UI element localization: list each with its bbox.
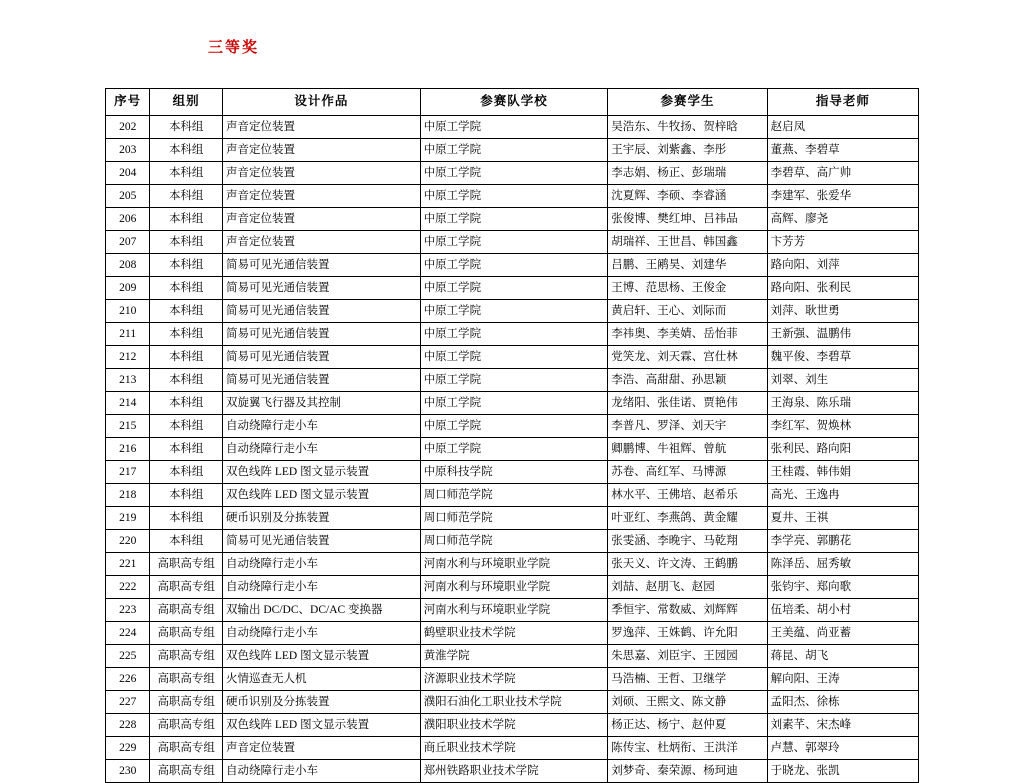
cell-school: 中原工学院 — [420, 415, 608, 438]
cell-group: 本科组 — [150, 116, 223, 139]
cell-teachers: 路向阳、刘萍 — [767, 254, 918, 277]
cell-students: 刘喆、赵朋飞、赵园 — [608, 576, 767, 599]
cell-teachers: 蒋昆、胡飞 — [767, 645, 918, 668]
cell-work: 自动绕障行走小车 — [223, 622, 421, 645]
cell-group: 本科组 — [150, 162, 223, 185]
cell-work: 声音定位装置 — [223, 208, 421, 231]
cell-group: 本科组 — [150, 415, 223, 438]
table-row — [106, 645, 919, 668]
cell-work: 自动绕障行走小车 — [223, 438, 421, 461]
cell-students: 党笑龙、刘天霖、宫仕林 — [608, 346, 767, 369]
cell-teachers: 李建军、张爱华 — [767, 185, 918, 208]
cell-students: 吴浩东、牛牧扬、贺梓晗 — [608, 116, 767, 139]
table-row — [106, 392, 919, 415]
cell-students: 王博、范思杨、王俊金 — [608, 277, 767, 300]
cell-teachers: 孟阳杰、徐栋 — [767, 691, 918, 714]
cell-work: 声音定位装置 — [223, 139, 421, 162]
cell-students: 林水平、王佛培、赵希乐 — [608, 484, 767, 507]
cell-school: 濮阳石油化工职业技术学院 — [420, 691, 608, 714]
cell-students: 卿鹏博、牛祖辉、曾航 — [608, 438, 767, 461]
table-row — [106, 116, 919, 139]
cell-teachers: 刘萍、耿世勇 — [767, 300, 918, 323]
cell-work: 硬币识别及分拣装置 — [223, 507, 421, 530]
cell-teachers: 伍培柔、胡小村 — [767, 599, 918, 622]
table-row — [106, 415, 919, 438]
cell-school: 中原科技学院 — [420, 461, 608, 484]
cell-no: 230 — [106, 760, 150, 783]
cell-group: 高职高专组 — [150, 599, 223, 622]
cell-group: 本科组 — [150, 507, 223, 530]
cell-no: 228 — [106, 714, 150, 737]
cell-students: 刘梦奇、秦荣源、杨珂迪 — [608, 760, 767, 783]
cell-work: 自动绕障行走小车 — [223, 415, 421, 438]
table-body — [106, 116, 919, 783]
cell-group: 本科组 — [150, 300, 223, 323]
award-table — [105, 88, 919, 783]
cell-work: 简易可见光通信装置 — [223, 530, 421, 553]
table-row — [106, 760, 919, 783]
table-row — [106, 484, 919, 507]
cell-no: 225 — [106, 645, 150, 668]
cell-school: 中原工学院 — [420, 254, 608, 277]
cell-school: 中原工学院 — [420, 300, 608, 323]
cell-students: 马浩楠、王哲、卫继学 — [608, 668, 767, 691]
cell-group: 高职高专组 — [150, 553, 223, 576]
cell-students: 李志娟、杨正、彭瑞瑞 — [608, 162, 767, 185]
table-row — [106, 599, 919, 622]
table-row — [106, 622, 919, 645]
cell-teachers: 王新强、温鹏伟 — [767, 323, 918, 346]
cell-work: 自动绕障行走小车 — [223, 760, 421, 783]
cell-no: 227 — [106, 691, 150, 714]
cell-teachers: 刘素芊、宋杰峰 — [767, 714, 918, 737]
cell-school: 濮阳职业技术学院 — [420, 714, 608, 737]
cell-school: 周口师范学院 — [420, 484, 608, 507]
cell-students: 张雯涵、李晚宇、马乾翔 — [608, 530, 767, 553]
cell-group: 高职高专组 — [150, 576, 223, 599]
cell-work: 简易可见光通信装置 — [223, 323, 421, 346]
cell-teachers: 刘翠、刘生 — [767, 369, 918, 392]
cell-students: 刘硕、王熙文、陈文静 — [608, 691, 767, 714]
cell-work: 双色线阵 LED 图文显示装置 — [223, 714, 421, 737]
cell-work: 自动绕障行走小车 — [223, 553, 421, 576]
cell-teachers: 卢慧、郭翠玲 — [767, 737, 918, 760]
cell-work: 声音定位装置 — [223, 231, 421, 254]
cell-no: 207 — [106, 231, 150, 254]
cell-group: 本科组 — [150, 139, 223, 162]
cell-work: 声音定位装置 — [223, 185, 421, 208]
cell-teachers: 王美蕴、尚亚蓄 — [767, 622, 918, 645]
cell-school: 河南水利与环境职业学院 — [420, 553, 608, 576]
column-header-school: 参赛队学校 — [420, 89, 608, 116]
table-row — [106, 668, 919, 691]
cell-group: 本科组 — [150, 530, 223, 553]
cell-teachers: 李学亮、郭鹏花 — [767, 530, 918, 553]
cell-no: 212 — [106, 346, 150, 369]
table-row — [106, 208, 919, 231]
cell-no: 204 — [106, 162, 150, 185]
cell-no: 220 — [106, 530, 150, 553]
cell-students: 苏卷、高红军、马博源 — [608, 461, 767, 484]
cell-no: 226 — [106, 668, 150, 691]
cell-teachers: 魏平俊、李碧草 — [767, 346, 918, 369]
cell-school: 黄淮学院 — [420, 645, 608, 668]
cell-group: 本科组 — [150, 369, 223, 392]
cell-school: 中原工学院 — [420, 438, 608, 461]
cell-teachers: 王桂霞、韩伟娟 — [767, 461, 918, 484]
cell-no: 210 — [106, 300, 150, 323]
cell-students: 李祎奥、李美婧、岳怡菲 — [608, 323, 767, 346]
cell-work: 声音定位装置 — [223, 737, 421, 760]
table-row — [106, 254, 919, 277]
table-row — [106, 461, 919, 484]
cell-students: 黄启轩、王心、刘际而 — [608, 300, 767, 323]
cell-students: 季恒宇、常数威、刘辉辉 — [608, 599, 767, 622]
cell-school: 中原工学院 — [420, 369, 608, 392]
cell-work: 双色线阵 LED 图文显示装置 — [223, 645, 421, 668]
table-row — [106, 346, 919, 369]
cell-school: 中原工学院 — [420, 277, 608, 300]
cell-school: 周口师范学院 — [420, 507, 608, 530]
cell-group: 高职高专组 — [150, 760, 223, 783]
table-row — [106, 323, 919, 346]
cell-group: 高职高专组 — [150, 737, 223, 760]
cell-school: 中原工学院 — [420, 231, 608, 254]
cell-school: 中原工学院 — [420, 346, 608, 369]
table-row — [106, 553, 919, 576]
cell-students: 张天义、许文涛、王鹤鹏 — [608, 553, 767, 576]
page-title: 三等奖 — [208, 39, 260, 56]
cell-students: 陈传宝、杜炳衔、王洪洋 — [608, 737, 767, 760]
cell-group: 本科组 — [150, 254, 223, 277]
column-header-work: 设计作品 — [223, 89, 421, 116]
cell-group: 本科组 — [150, 484, 223, 507]
cell-no: 218 — [106, 484, 150, 507]
cell-students: 罗逸萍、王姝鹤、许允阳 — [608, 622, 767, 645]
column-header-no: 序号 — [106, 89, 150, 116]
cell-work: 硬币识别及分拣装置 — [223, 691, 421, 714]
cell-work: 声音定位装置 — [223, 116, 421, 139]
cell-students: 吕鹏、王鹇昊、刘建华 — [608, 254, 767, 277]
cell-work: 双色线阵 LED 图文显示装置 — [223, 484, 421, 507]
cell-teachers: 李红军、贺焕林 — [767, 415, 918, 438]
cell-group: 高职高专组 — [150, 668, 223, 691]
cell-teachers: 赵启凤 — [767, 116, 918, 139]
cell-school: 济源职业技术学院 — [420, 668, 608, 691]
cell-no: 209 — [106, 277, 150, 300]
cell-group: 高职高专组 — [150, 645, 223, 668]
table-row — [106, 714, 919, 737]
cell-work: 简易可见光通信装置 — [223, 277, 421, 300]
cell-school: 中原工学院 — [420, 208, 608, 231]
table-row — [106, 438, 919, 461]
table-row — [106, 691, 919, 714]
cell-no: 229 — [106, 737, 150, 760]
table-row — [106, 369, 919, 392]
table-header-row — [106, 89, 919, 116]
cell-teachers: 张利民、路向阳 — [767, 438, 918, 461]
cell-work: 自动绕障行走小车 — [223, 576, 421, 599]
column-header-group: 组别 — [150, 89, 223, 116]
cell-no: 213 — [106, 369, 150, 392]
cell-no: 203 — [106, 139, 150, 162]
cell-no: 216 — [106, 438, 150, 461]
cell-students: 张俊博、樊红坤、吕祎品 — [608, 208, 767, 231]
cell-school: 中原工学院 — [420, 185, 608, 208]
cell-no: 222 — [106, 576, 150, 599]
cell-teachers: 陈泽岳、屈秀敏 — [767, 553, 918, 576]
cell-school: 鹤壁职业技术学院 — [420, 622, 608, 645]
cell-group: 本科组 — [150, 392, 223, 415]
table-row — [106, 277, 919, 300]
cell-students: 朱思嘉、刘臣宇、王园园 — [608, 645, 767, 668]
cell-work: 简易可见光通信装置 — [223, 369, 421, 392]
cell-no: 215 — [106, 415, 150, 438]
cell-teachers: 董燕、李碧草 — [767, 139, 918, 162]
cell-teachers: 路向阳、张利民 — [767, 277, 918, 300]
cell-teachers: 张钧宇、郑向歌 — [767, 576, 918, 599]
cell-no: 208 — [106, 254, 150, 277]
cell-work: 简易可见光通信装置 — [223, 346, 421, 369]
cell-no: 221 — [106, 553, 150, 576]
table-row — [106, 231, 919, 254]
cell-school: 中原工学院 — [420, 162, 608, 185]
cell-teachers: 解向阳、王涛 — [767, 668, 918, 691]
table-row — [106, 530, 919, 553]
cell-no: 214 — [106, 392, 150, 415]
cell-students: 龙绪阳、张佳诺、贾艳伟 — [608, 392, 767, 415]
cell-students: 李浩、高甜甜、孙思颖 — [608, 369, 767, 392]
cell-group: 高职高专组 — [150, 691, 223, 714]
cell-teachers: 王海泉、陈乐瑞 — [767, 392, 918, 415]
cell-no: 219 — [106, 507, 150, 530]
cell-work: 火情巡查无人机 — [223, 668, 421, 691]
table-row — [106, 162, 919, 185]
cell-group: 本科组 — [150, 208, 223, 231]
cell-students: 王宇辰、刘紫鑫、李彤 — [608, 139, 767, 162]
cell-no: 206 — [106, 208, 150, 231]
cell-teachers: 高辉、廖尧 — [767, 208, 918, 231]
table-row — [106, 300, 919, 323]
cell-school: 中原工学院 — [420, 323, 608, 346]
cell-no: 205 — [106, 185, 150, 208]
table-row — [106, 139, 919, 162]
cell-school: 周口师范学院 — [420, 530, 608, 553]
table-row — [106, 507, 919, 530]
cell-school: 中原工学院 — [420, 392, 608, 415]
cell-group: 本科组 — [150, 438, 223, 461]
award-table-container — [105, 88, 919, 783]
cell-school: 中原工学院 — [420, 139, 608, 162]
cell-work: 简易可见光通信装置 — [223, 300, 421, 323]
cell-teachers: 卞芳芳 — [767, 231, 918, 254]
table-row — [106, 737, 919, 760]
cell-group: 本科组 — [150, 277, 223, 300]
cell-no: 224 — [106, 622, 150, 645]
cell-students: 李普凡、罗泽、刘天宇 — [608, 415, 767, 438]
column-header-students: 参赛学生 — [608, 89, 767, 116]
cell-group: 本科组 — [150, 461, 223, 484]
cell-students: 杨正达、杨宁、赵仲夏 — [608, 714, 767, 737]
cell-no: 211 — [106, 323, 150, 346]
cell-teachers: 夏井、王祺 — [767, 507, 918, 530]
cell-school: 河南水利与环境职业学院 — [420, 599, 608, 622]
cell-group: 高职高专组 — [150, 622, 223, 645]
cell-work: 简易可见光通信装置 — [223, 254, 421, 277]
cell-teachers: 于晓龙、张凯 — [767, 760, 918, 783]
cell-school: 中原工学院 — [420, 116, 608, 139]
cell-group: 本科组 — [150, 346, 223, 369]
cell-students: 胡瑞祥、王世昌、韩国鑫 — [608, 231, 767, 254]
cell-work: 双色线阵 LED 图文显示装置 — [223, 461, 421, 484]
cell-no: 223 — [106, 599, 150, 622]
cell-group: 本科组 — [150, 185, 223, 208]
cell-work: 双旋翼飞行器及其控制 — [223, 392, 421, 415]
cell-students: 沈夏辉、李硕、李睿涵 — [608, 185, 767, 208]
cell-teachers: 高光、王逸冉 — [767, 484, 918, 507]
table-row — [106, 185, 919, 208]
cell-group: 高职高专组 — [150, 714, 223, 737]
cell-school: 郑州铁路职业技术学院 — [420, 760, 608, 783]
column-header-teachers: 指导老师 — [767, 89, 918, 116]
cell-group: 本科组 — [150, 231, 223, 254]
cell-group: 本科组 — [150, 323, 223, 346]
cell-no: 217 — [106, 461, 150, 484]
cell-work: 双输出 DC/DC、DC/AC 变换器 — [223, 599, 421, 622]
cell-school: 河南水利与环境职业学院 — [420, 576, 608, 599]
table-row — [106, 576, 919, 599]
cell-school: 商丘职业技术学院 — [420, 737, 608, 760]
cell-work: 声音定位装置 — [223, 162, 421, 185]
cell-students: 叶亚红、李燕鸽、黄金耀 — [608, 507, 767, 530]
cell-teachers: 李碧草、高广帅 — [767, 162, 918, 185]
cell-no: 202 — [106, 116, 150, 139]
